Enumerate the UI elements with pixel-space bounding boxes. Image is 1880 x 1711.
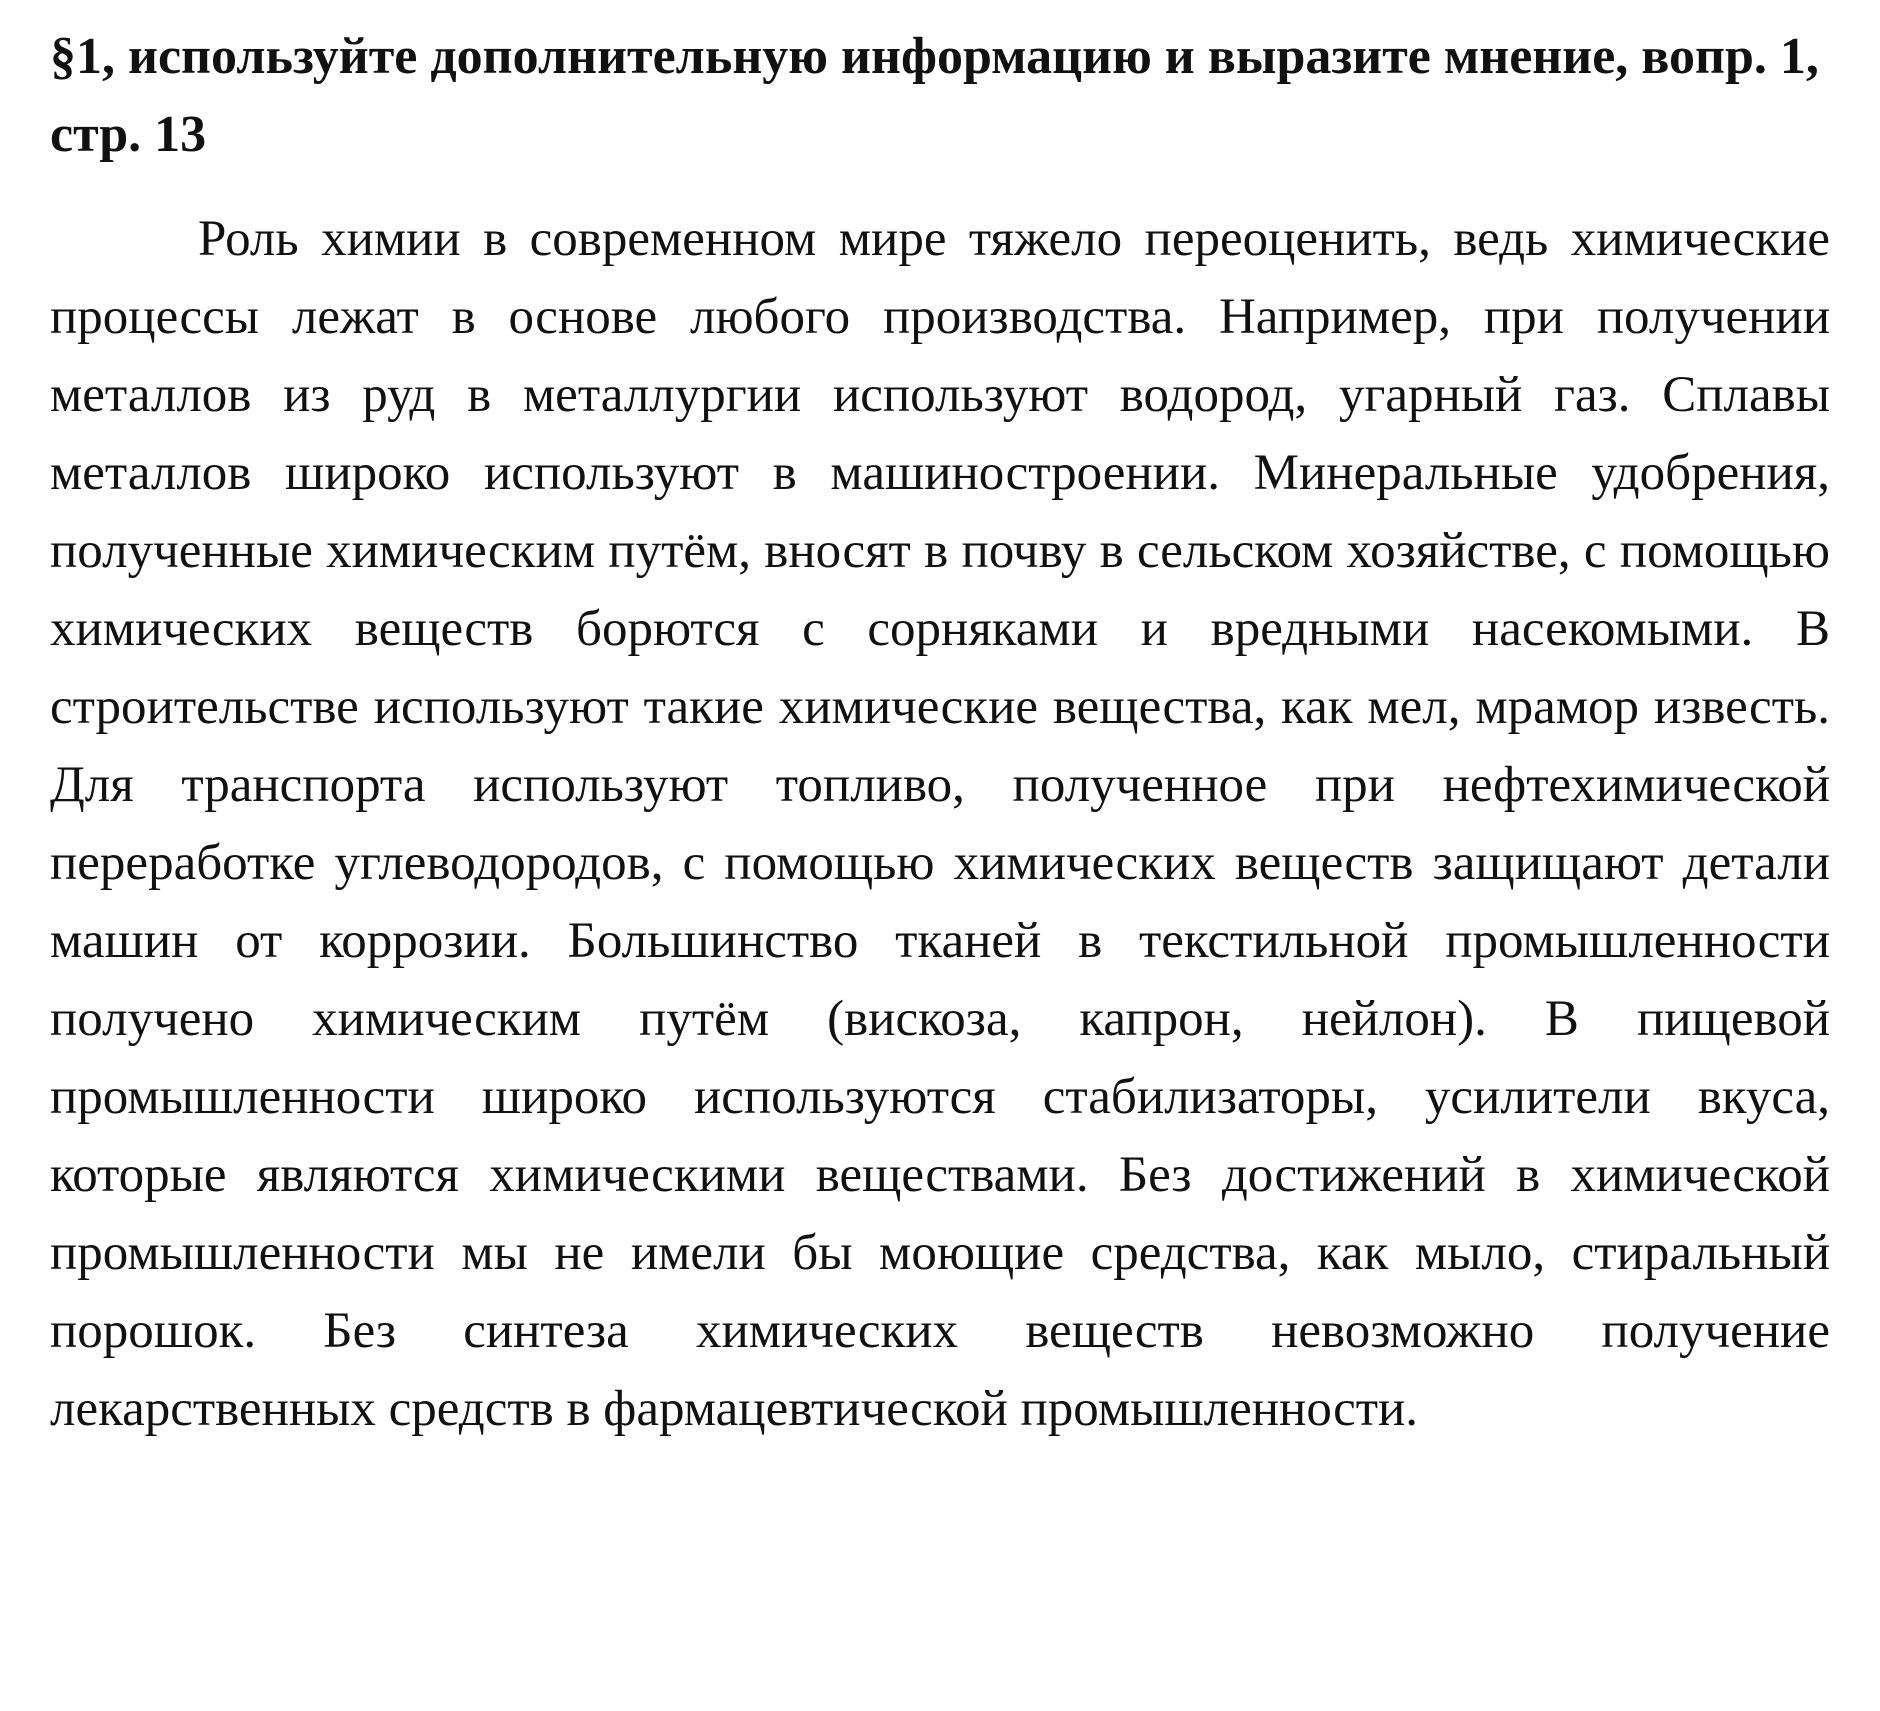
document-page <box>50 18 1830 1448</box>
document-heading: §1, используйте дополнительную информацию и выразите мнение, вопр. 1, стр. 13 <box>50 28 1819 163</box>
document-paragraph: Роль химии в современном мире тяжело переоценить, ведь химические процессы лежат в основе любого производства. Например, при получении металлов из руд в металлургии используют водород, угарный газ. Сплавы металлов широко используют в машиностроении. Минеральные удобрения, полученные химическим путём, вносят в почву в сельском хозяйстве, с помощью химических веществ борются с сорняками и вредными насекомыми. В строительстве используют такие химические вещества, как мел, мрамор известь. Для транспорта используют топливо, полученное при нефтехимической переработке углеводородов, с помощью химических веществ защищают детали машин от коррозии. Большинство тканей в текстильной промышленности получено химическим путём (вискоза, капрон, нейлон). В пищевой промышленности широко используются стабилизаторы, усилители вкуса, которые являются химическими веществами. Без достижений в химической промышленности мы не имели бы моющие средства, как мыло, стиральный порошок. Без синтеза химических веществ невозможно получение лекарственных средств в фармацевтической промышленности. <box>50 211 1830 1437</box>
